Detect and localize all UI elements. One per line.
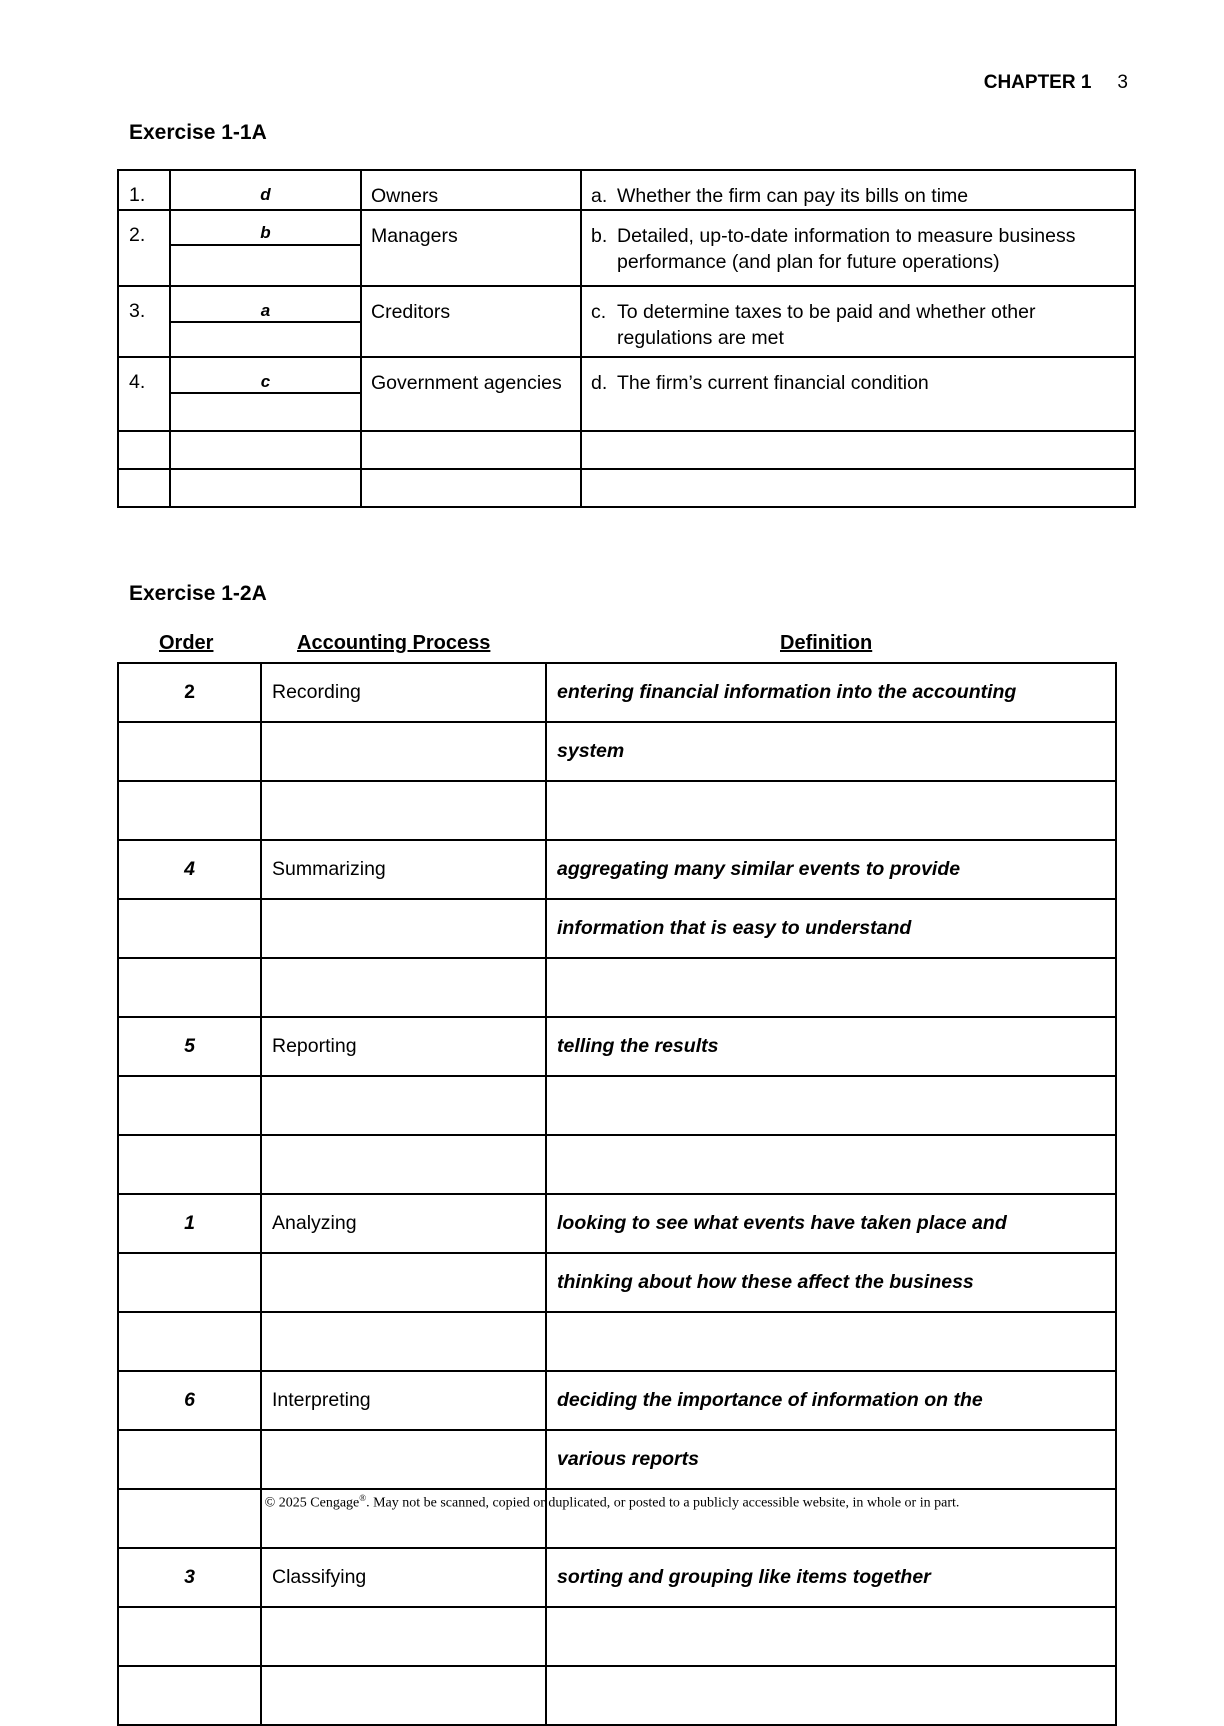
answer-cell <box>170 357 361 431</box>
definition-header: Definition <box>780 632 873 654</box>
need-cell <box>581 286 1135 357</box>
answer-value: d <box>260 185 271 204</box>
user-cell: Owners <box>361 170 581 210</box>
order-value: 4 <box>118 840 261 899</box>
table-row <box>118 958 1116 1017</box>
user-cell: Managers <box>361 210 581 286</box>
exercise-1-2a-table <box>117 662 1117 1726</box>
need-text-continued: regulations are met <box>617 327 784 349</box>
empty-row <box>118 431 1135 469</box>
definition-text-continued: system <box>546 722 1116 781</box>
definition-text: deciding the importance of information on the <box>546 1371 1116 1430</box>
table-row <box>118 1194 1116 1253</box>
order-value: 3 <box>118 1548 261 1607</box>
need-letter: b. <box>591 225 608 247</box>
table-row <box>118 286 1135 357</box>
exercise-1-1a-table <box>117 169 1136 508</box>
exercise-1-1a-title: Exercise 1-1A <box>129 121 267 144</box>
table-row <box>118 1607 1116 1666</box>
definition-text-continued <box>546 1607 1116 1666</box>
table-row <box>118 170 1135 210</box>
user-cell: Creditors <box>361 286 581 357</box>
page-header <box>984 72 1128 94</box>
table-row <box>118 1017 1116 1076</box>
table-row <box>118 899 1116 958</box>
need-letter: a. <box>591 185 608 207</box>
need-letter: c. <box>591 301 607 323</box>
copyright-footer <box>0 1493 1224 1512</box>
table-row <box>118 1135 1116 1194</box>
definition-text-continued <box>546 1076 1116 1135</box>
registered-mark: ® <box>359 1493 367 1503</box>
answer-value: b <box>260 223 271 242</box>
table-row <box>118 1548 1116 1607</box>
table-row <box>118 722 1116 781</box>
need-text: To determine taxes to be paid and whether other <box>617 301 1036 323</box>
order-header: Order <box>159 632 214 654</box>
table-row <box>118 1430 1116 1489</box>
process-header: Accounting Process <box>297 632 491 654</box>
need-cell <box>581 357 1135 431</box>
need-text: Detailed, up-to-date information to measure business <box>617 225 1076 247</box>
answer-cell <box>170 210 361 286</box>
table-row <box>118 1666 1116 1725</box>
order-value: 1 <box>118 1194 261 1253</box>
need-text: The firm’s current financial condition <box>617 372 929 394</box>
definition-text-continued: thinking about how these affect the business <box>546 1253 1116 1312</box>
process-name: Reporting <box>261 1017 546 1076</box>
table-row <box>118 1076 1116 1135</box>
definition-text: sorting and grouping like items together <box>546 1548 1116 1607</box>
row-number: 2. <box>118 210 170 286</box>
answer-value: c <box>260 372 271 391</box>
need-cell <box>581 170 1135 210</box>
order-value: 6 <box>118 1371 261 1430</box>
order-value: 2 <box>118 663 261 722</box>
user-cell: Government agencies <box>361 357 581 431</box>
table-row <box>118 1371 1116 1430</box>
table-row <box>118 840 1116 899</box>
order-value: 5 <box>118 1017 261 1076</box>
definition-text: aggregating many similar events to provide <box>546 840 1116 899</box>
copyright-holder: © 2025 Cengage <box>264 1495 360 1511</box>
process-name: Interpreting <box>261 1371 546 1430</box>
definition-text: telling the results <box>546 1017 1116 1076</box>
row-number: 1. <box>118 170 170 210</box>
table-row <box>118 1253 1116 1312</box>
answer-underline <box>171 392 360 394</box>
page-number: 3 <box>1117 72 1128 93</box>
table-row <box>118 1312 1116 1371</box>
need-text-continued: performance (and plan for future operations) <box>617 251 1000 273</box>
answer-underline <box>171 321 360 323</box>
definition-text-continued: information that is easy to understand <box>546 899 1116 958</box>
definition-text: entering financial information into the accounting <box>546 663 1116 722</box>
process-name: Summarizing <box>261 840 546 899</box>
answer-underline <box>171 244 360 246</box>
copyright-notice: . May not be scanned, copied or duplicated, or posted to a publicly accessible website, in whole or in part. <box>366 1495 960 1511</box>
definition-text: looking to see what events have taken place and <box>546 1194 1116 1253</box>
process-name: Classifying <box>261 1548 546 1607</box>
row-number: 3. <box>118 286 170 357</box>
process-name: Recording <box>261 663 546 722</box>
row-number: 4. <box>118 357 170 431</box>
table-row <box>118 210 1135 286</box>
definition-text-continued: various reports <box>546 1430 1116 1489</box>
exercise-1-2a-title: Exercise 1-2A <box>129 582 267 605</box>
answer-value: a <box>260 301 271 320</box>
answer-cell <box>170 170 361 210</box>
table-row <box>118 781 1116 840</box>
need-letter: d. <box>591 372 608 394</box>
need-cell <box>581 210 1135 286</box>
process-name: Analyzing <box>261 1194 546 1253</box>
table-row <box>118 357 1135 431</box>
chapter-label: CHAPTER 1 <box>983 72 1092 93</box>
answer-cell <box>170 286 361 357</box>
table-row <box>118 663 1116 722</box>
empty-row <box>118 469 1135 507</box>
need-text: Whether the firm can pay its bills on time <box>617 185 969 207</box>
